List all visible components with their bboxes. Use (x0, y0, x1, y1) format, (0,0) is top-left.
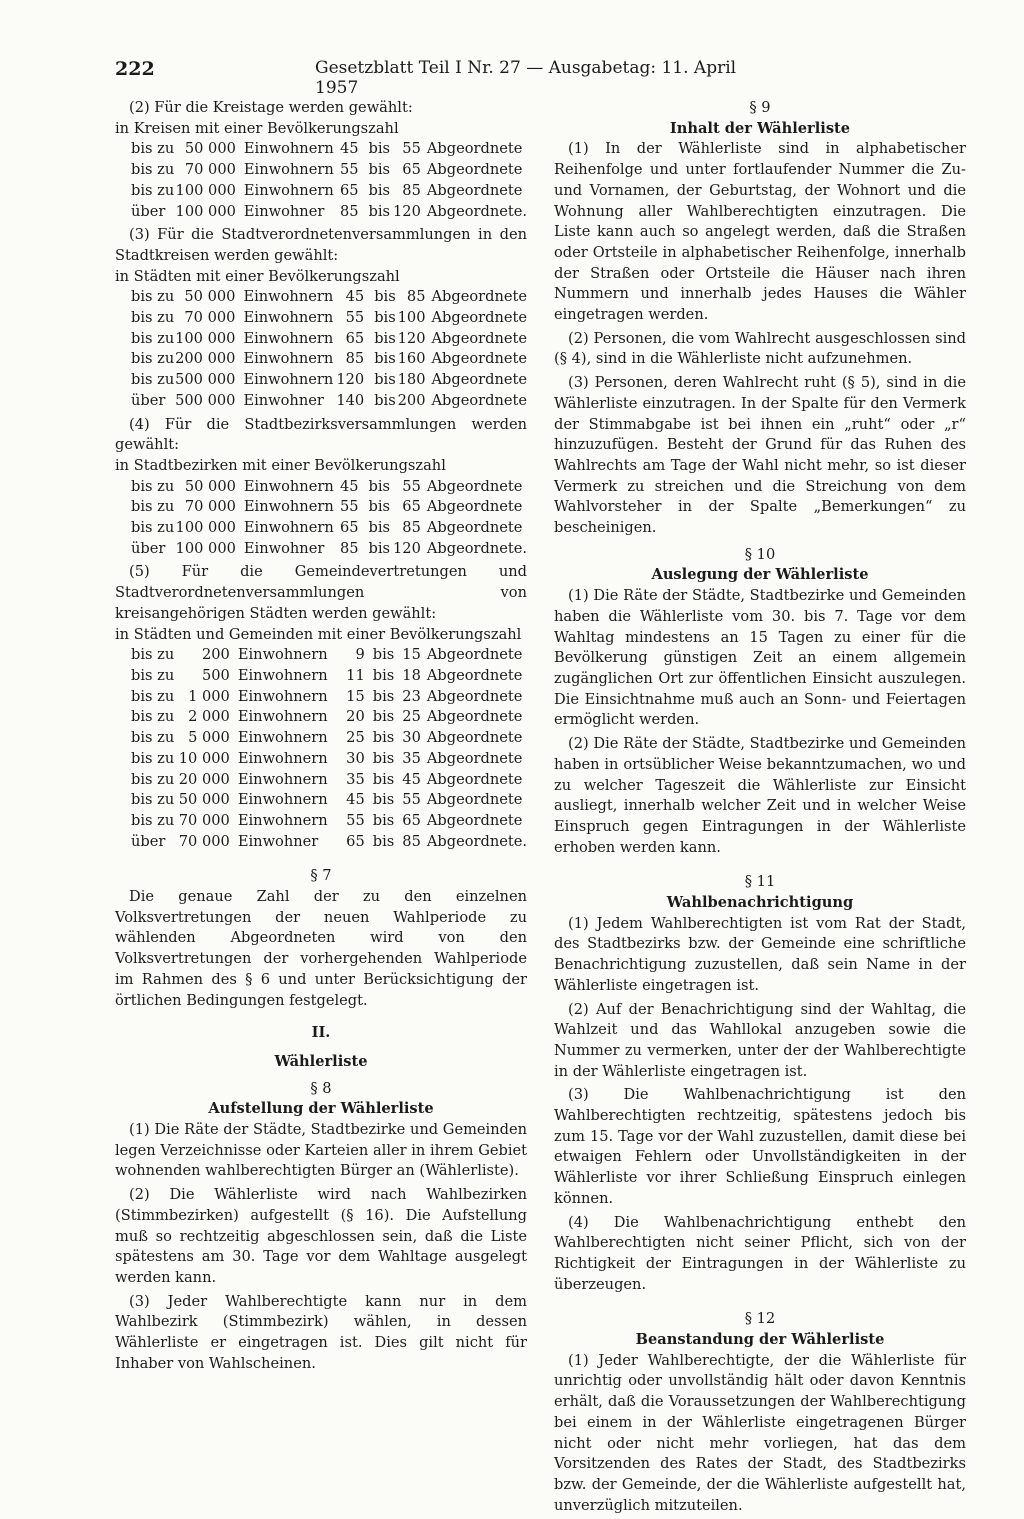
table-cell: 1 000 (188, 687, 230, 705)
table-cell: bis zu (131, 309, 175, 327)
section-heading: § 8 (310, 1079, 332, 1097)
table-cell: Einwohnern (237, 687, 328, 705)
table-row (131, 687, 527, 708)
table-cell: 100 (397, 309, 426, 327)
table-cell: 160 (397, 350, 426, 368)
table-row (131, 139, 527, 160)
table-cell: bis zu (131, 811, 175, 829)
table-cell: 35 (346, 770, 365, 788)
table-cell: bis (368, 161, 391, 179)
section-heading: § 10 (744, 545, 776, 563)
table-cell: 15 (402, 646, 421, 664)
table-cell: 25 (346, 729, 365, 747)
paragraph: (1) Jedem Wahlberechtigten ist vom Rat der Stadt, des Stadtbezirks bzw. der Gemeinde eine schriftliche Benachrichtigung zuzustellen, daß sein Name in der Wählerliste eingetragen ist. (554, 914, 966, 994)
paragraph: (4) Für die Stadtbezirksversammlungen werden gewählt: (115, 415, 527, 454)
table-cell: bis (372, 749, 395, 767)
running-title: Gesetzblatt Teil I Nr. 27 — Ausgabetag: 11. April 1957 (315, 58, 737, 98)
table-cell: bis zu (131, 288, 175, 306)
table-cell: bis (372, 832, 395, 850)
table-cell: über (131, 832, 166, 850)
table-cell: 100 000 (175, 539, 236, 557)
table-lead: in Städten und Gemeinden mit einer Bevölkerungszahl (115, 625, 522, 643)
seat-table-kreise (131, 139, 527, 222)
table-cell: Abgeordnete (426, 646, 523, 664)
table-row (131, 287, 527, 308)
table-row (131, 391, 527, 412)
table-cell: 30 (346, 749, 365, 767)
table-cell: 200 (397, 391, 426, 409)
table-cell: 50 000 (184, 477, 236, 495)
table-cell: Einwohnern (237, 811, 328, 829)
table-cell: bis (368, 140, 391, 158)
table-cell: Einwohner (243, 391, 324, 409)
table-cell: Einwohnern (237, 666, 328, 684)
table-cell: bis zu (131, 498, 175, 516)
table-cell: Abgeordnete (431, 309, 527, 327)
section-title: Auslegung der Wählerliste (651, 566, 869, 584)
paragraph: (2) Auf der Benachrichtigung sind der Wahltag, die Wahlzeit und das Wahllokal anzugeben sowie die Nummer zu vermerken, unter der der Wahlberechtigte in der Wählerliste eingetragen ist. (554, 1000, 966, 1080)
table-cell: 45 (339, 140, 359, 158)
section-title: Inhalt der Wählerliste (669, 119, 851, 137)
seat-table-stadtkreise (131, 287, 527, 411)
table-cell: 55 (345, 309, 365, 327)
left-column (115, 98, 527, 1377)
table-cell: Einwohnern (243, 309, 334, 327)
table-cell: Abgeordnete (431, 371, 527, 389)
table-cell: 45 (345, 288, 365, 306)
paragraph: (2) Die Räte der Städte, Stadtbezirke und Gemeinden haben in ortsüblicher Weise bekanntzumachen, wo und zu welcher Tageszeit die Wählerliste zur Einsicht ausliegt, innerhalb welcher Zeit und in welcher Weise Einspruch gegen Eintragungen in der Wählerliste erhoben werden kann. (554, 735, 966, 856)
table-cell: 120 (393, 202, 421, 220)
table-cell: 55 (339, 498, 359, 516)
table-cell: Einwohnern (243, 140, 334, 158)
table-cell: bis (368, 498, 391, 516)
table-row (131, 370, 527, 391)
paragraph: (1) Die Räte der Städte, Stadtbezirke und Gemeinden haben die Wählerliste vom 30. bis 7. Tage vor dem Wahltag mindestens an 15 Tagen zu einer für die Bevölkerung günstigen Zeit an einem allgemein zugänglichen Ort zur öffentlichen Einsicht auszulegen. Die Einsichtnahme muß auch an Sonn- und Feiertagen ermöglicht werden. (554, 587, 966, 729)
table-cell: 85 (339, 202, 359, 220)
table-cell: Einwohnern (237, 770, 328, 788)
table-cell: Einwohnern (243, 477, 334, 495)
table-cell: 45 (339, 477, 359, 495)
table-cell: 200 (201, 646, 230, 664)
table-cell: 65 (339, 181, 359, 199)
table-cell: 65 (339, 519, 359, 537)
table-cell: Einwohner (243, 539, 325, 557)
seat-table-gemeinden (131, 645, 527, 852)
table-cell: 85 (345, 350, 365, 368)
table-cell: über (131, 539, 166, 557)
table-cell: 55 (339, 161, 359, 179)
table-cell: bis (368, 477, 391, 495)
table-cell: 70 000 (178, 811, 230, 829)
table-cell: 9 (355, 646, 365, 664)
table-row (131, 832, 527, 853)
section-title: Aufstellung der Wählerliste (208, 1100, 434, 1118)
table-cell: Abgeordnete (426, 729, 523, 747)
table-cell: 85 (402, 832, 421, 850)
table-row (131, 349, 527, 370)
table-cell: bis (372, 646, 395, 664)
table-cell: 500 000 (175, 371, 236, 389)
table-cell: 20 000 (178, 770, 230, 788)
table-cell: 2 000 (188, 708, 230, 726)
table-cell: Einwohnern (243, 498, 334, 516)
section-title: Beanstandung der Wählerliste (635, 1331, 885, 1349)
table-cell: bis zu (131, 140, 175, 158)
table-row (131, 749, 527, 770)
table-row (131, 728, 527, 749)
paragraph: (2) Für die Kreistage werden gewählt: (129, 99, 413, 116)
table-cell: über (131, 202, 166, 220)
table-cell: 140 (336, 391, 365, 409)
page-number: 222 (115, 58, 155, 80)
table-cell: bis zu (131, 477, 175, 495)
table-cell: 100 000 (175, 329, 236, 347)
table-cell: bis (374, 350, 396, 368)
table-cell: bis zu (131, 729, 175, 747)
table-cell: bis (372, 687, 395, 705)
table-cell: 65 (402, 161, 421, 179)
table-lead: in Städten mit einer Bevölkerungszahl (115, 267, 400, 285)
table-cell: Einwohnern (237, 646, 328, 664)
table-row (131, 770, 527, 791)
part-title: Wählerliste (274, 1052, 368, 1070)
table-cell: 45 (402, 770, 421, 788)
table-cell: Einwohnern (237, 708, 328, 726)
page-header (115, 58, 765, 98)
table-cell: Abgeordnete (426, 477, 523, 495)
table-cell: bis zu (131, 329, 175, 347)
table-cell: Einwohner (237, 832, 319, 850)
table-cell: bis zu (131, 371, 175, 389)
table-cell: bis zu (131, 666, 175, 684)
table-cell: 500 (201, 666, 230, 684)
table-cell: 100 000 (175, 181, 236, 199)
table-cell: bis (372, 729, 395, 747)
paragraph: Die genaue Zahl der zu den einzelnen Volksvertretungen der neuen Wahlperiode zu wählenden Abgeordneten wird von den Volksvertretungen der vorhergehenden Wahlperiode im Rahmen des § 6 und unter Berücksichtigung der örtlichen Bedingungen festgelegt. (115, 888, 527, 1009)
table-cell: bis (372, 791, 395, 809)
table-row (131, 160, 527, 181)
table-row (131, 645, 527, 666)
table-row (131, 518, 527, 539)
table-cell: 85 (406, 288, 426, 306)
table-cell: Abgeordnete. (426, 832, 527, 850)
table-cell: bis zu (131, 791, 175, 809)
paragraph: (1) Jeder Wahlberechtigte, der die Wählerliste für unrichtig oder unvollständig hält oder davon Kenntnis erhält, daß die Voraussetzungen der Wahlberechtigung bei einem in der Wählerliste eingetragenen Bürger nicht oder nicht mehr vorliegen, hat das dem Vorsitzenden des Rates der Stadt, des Stadtbezirks bzw. der Gemeinde, der die Wählerliste aufgestellt hat, unverzüglich mitzuteilen. (554, 1351, 966, 1514)
table-cell: Einwohnern (243, 371, 334, 389)
table-row (131, 477, 527, 498)
table-row (131, 497, 527, 518)
paragraph: (2) Personen, die vom Wahlrecht ausgeschlossen sind (§ 4), sind in die Wählerliste nicht aufzunehmen. (554, 329, 966, 368)
table-cell: 23 (402, 687, 421, 705)
table-cell: bis zu (131, 749, 175, 767)
table-cell: 15 (346, 687, 365, 705)
table-row (131, 707, 527, 728)
table-cell: Abgeordnete (426, 161, 523, 179)
table-cell: bis (374, 288, 396, 306)
table-cell: Abgeordnete. (426, 202, 527, 220)
table-cell: Abgeordnete (426, 498, 523, 516)
table-cell: bis zu (131, 181, 175, 199)
table-cell: 85 (402, 181, 421, 199)
table-cell: 85 (339, 539, 359, 557)
table-lead: in Stadtbezirken mit einer Bevölkerungszahl (115, 456, 446, 474)
paragraph: (2) Die Wählerliste wird nach Wahlbezirken (Stimmbezirken) aufgestellt (§ 16). Die Aufstellung muß so rechtzeitig abgeschlossen sein, daß die Liste spätestens am 30. Tage vor dem Wahltage ausgelegt werden kann. (115, 1186, 527, 1286)
right-column (554, 98, 966, 1519)
table-cell: Einwohner (243, 202, 325, 220)
table-row (131, 666, 527, 687)
section-heading: § 11 (744, 873, 776, 891)
table-cell: bis (368, 181, 391, 199)
paragraph: (1) In der Wählerliste sind in alphabetischer Reihenfolge und unter fortlaufender Nummer die Zu- und Vornamen, der Geburtstag, der Wohnort und die Wohnung aller Wahlberechtigten einzutragen. Die Liste kann auch so angelegt werden, daß die Straßen oder Ortsteile in alphabetischer Reihenfolge, innerhalb der Straßen oder Ortsteile die Häuser nach ihren Nummern und innerhalb jedes Hauses die Wähler eingetragen werden. (554, 140, 966, 324)
table-cell: Abgeordnete (426, 770, 523, 788)
table-cell: Abgeordnete (426, 687, 523, 705)
table-cell: bis (372, 811, 395, 829)
table-cell: Abgeordnete (431, 350, 527, 368)
table-cell: Abgeordnete (426, 791, 523, 809)
paragraph: (3) Jeder Wahlberechtigte kann nur in dem Wahlbezirk (Stimmbezirk) wählen, in dessen Wählerliste er eingetragen ist. Dies gilt nicht für Inhaber von Wahlscheinen. (115, 1292, 527, 1372)
table-cell: bis zu (131, 646, 175, 664)
table-row (131, 308, 527, 329)
table-cell: Abgeordnete (426, 811, 523, 829)
table-cell: bis (368, 519, 391, 537)
table-cell: 55 (402, 140, 421, 158)
table-cell: bis (372, 708, 395, 726)
part-numeral: II. (311, 1024, 331, 1042)
table-cell: Einwohnern (237, 729, 328, 747)
table-cell: 100 000 (175, 519, 236, 537)
table-cell: 70 000 (178, 832, 230, 850)
table-cell: Abgeordnete (426, 708, 523, 726)
table-cell: bis (368, 202, 391, 220)
table-cell: Einwohnern (243, 288, 334, 306)
table-cell: 65 (402, 498, 421, 516)
table-cell: Einwohnern (237, 791, 328, 809)
table-cell: bis (374, 309, 396, 327)
paragraph: (1) Die Räte der Städte, Stadtbezirke und Gemeinden legen Verzeichnisse oder Karteien aller in ihrem Gebiet wohnenden wahlberechtigten Bürger an (Wählerliste). (115, 1121, 527, 1180)
table-cell: über (131, 391, 166, 409)
paragraph: (4) Die Wahlbenachrichtigung enthebt den Wahlberechtigten nicht seiner Pflicht, sich von der Richtigkeit der Eintragungen in der Wählerliste zu überzeugen. (554, 1213, 966, 1293)
table-cell: bis (372, 666, 395, 684)
table-cell: 120 (393, 539, 421, 557)
table-cell: 50 000 (178, 791, 230, 809)
table-cell: 65 (345, 329, 365, 347)
table-cell: 55 (402, 791, 421, 809)
table-cell: 30 (402, 729, 421, 747)
table-cell: bis (372, 770, 395, 788)
table-row (131, 539, 527, 560)
table-cell: 200 000 (175, 350, 236, 368)
table-cell: Abgeordnete (431, 329, 527, 347)
table-row (131, 811, 527, 832)
table-cell: 55 (346, 811, 365, 829)
table-cell: 55 (402, 477, 421, 495)
table-cell: 50 000 (184, 288, 236, 306)
table-cell: 11 (346, 666, 365, 684)
table-cell: 70 000 (184, 498, 236, 516)
table-cell: bis zu (131, 519, 175, 537)
table-cell: 10 000 (178, 749, 230, 767)
table-row (131, 181, 527, 202)
table-cell: 65 (402, 811, 421, 829)
table-cell: bis zu (131, 687, 175, 705)
table-cell: Abgeordnete (431, 391, 527, 409)
table-cell: 35 (402, 749, 421, 767)
table-cell: bis (374, 391, 396, 409)
table-cell: bis zu (131, 161, 175, 179)
table-cell: Abgeordnete (426, 519, 523, 537)
paragraph: (3) Für die Stadtverordnetenversammlungen in den Stadtkreisen werden gewählt: (115, 226, 527, 264)
table-cell: Abgeordnete (426, 749, 523, 767)
table-cell: 45 (346, 791, 365, 809)
table-cell: 85 (402, 519, 421, 537)
paragraph: (3) Die Wahlbenachrichtigung ist den Wahlberechtigten rechtzeitig, spätestens jedoch bis zum 15. Tage vor der Wahl zuzustellen, damit diese bei etwaigen Fehlern oder Unvollständigkeiten in der Wählerliste vor ihrer Schließung Einspruch einlegen können. (554, 1086, 966, 1207)
section-heading: § 9 (749, 99, 771, 116)
table-cell: Abgeordnete. (426, 539, 527, 557)
table-cell: bis zu (131, 770, 175, 788)
table-row (131, 790, 527, 811)
table-cell: bis zu (131, 350, 175, 368)
table-cell: 120 (336, 371, 365, 389)
table-cell: Einwohnern (243, 329, 334, 347)
paragraph: (3) Personen, deren Wahlrecht ruht (§ 5), sind in die Wählerliste einzutragen. In der Spalte für den Vermerk der Stimmabgabe ist bei ihnen ein „ruht“ oder „r“ hinzuzufügen. Besteht der Grund für das Ruhen des Wahlrechts am Tage der Wahl nicht mehr, so ist dieser Vermerk zu streichen und die Streichung von dem Wahlvorsteher in der Spalte „Bemerkungen“ zu bescheinigen. (554, 374, 966, 537)
table-cell: Abgeordnete (431, 288, 527, 306)
paragraph: (5) Für die Gemeindevertretungen und Stadtverordnetenversammlungen von kreisangehörigen Städten werden gewählt: (115, 563, 527, 622)
seat-table-stadtbezirke (131, 477, 527, 560)
section-heading: § 7 (310, 867, 332, 885)
table-row (131, 329, 527, 350)
table-cell: bis (374, 371, 396, 389)
table-cell: Einwohnern (237, 749, 328, 767)
table-cell: Einwohnern (243, 350, 334, 368)
table-cell: 50 000 (184, 140, 236, 158)
table-cell: 25 (402, 708, 421, 726)
table-cell: Einwohnern (243, 181, 334, 199)
table-cell: Einwohnern (243, 519, 334, 537)
table-row (131, 202, 527, 223)
table-cell: Abgeordnete (426, 181, 523, 199)
table-cell: 18 (402, 666, 421, 684)
table-cell: bis (368, 539, 391, 557)
table-cell: 5 000 (188, 729, 230, 747)
table-cell: bis (374, 329, 396, 347)
table-cell: 70 000 (184, 309, 236, 327)
table-cell: Einwohnern (243, 161, 334, 179)
table-cell: 180 (397, 371, 426, 389)
table-cell: 120 (397, 329, 426, 347)
section-title: Wahlbenachrichtigung (666, 894, 854, 912)
table-cell: Abgeordnete (426, 140, 523, 158)
table-cell: 20 (346, 708, 365, 726)
table-cell: 100 000 (175, 202, 236, 220)
table-cell: 70 000 (184, 161, 236, 179)
section-heading: § 12 (744, 1310, 776, 1328)
table-cell: 500 000 (175, 391, 236, 409)
table-cell: Abgeordnete (426, 666, 523, 684)
table-cell: bis zu (131, 708, 175, 726)
table-cell: 65 (346, 832, 365, 850)
table-lead: in Kreisen mit einer Bevölkerungszahl (115, 119, 399, 137)
